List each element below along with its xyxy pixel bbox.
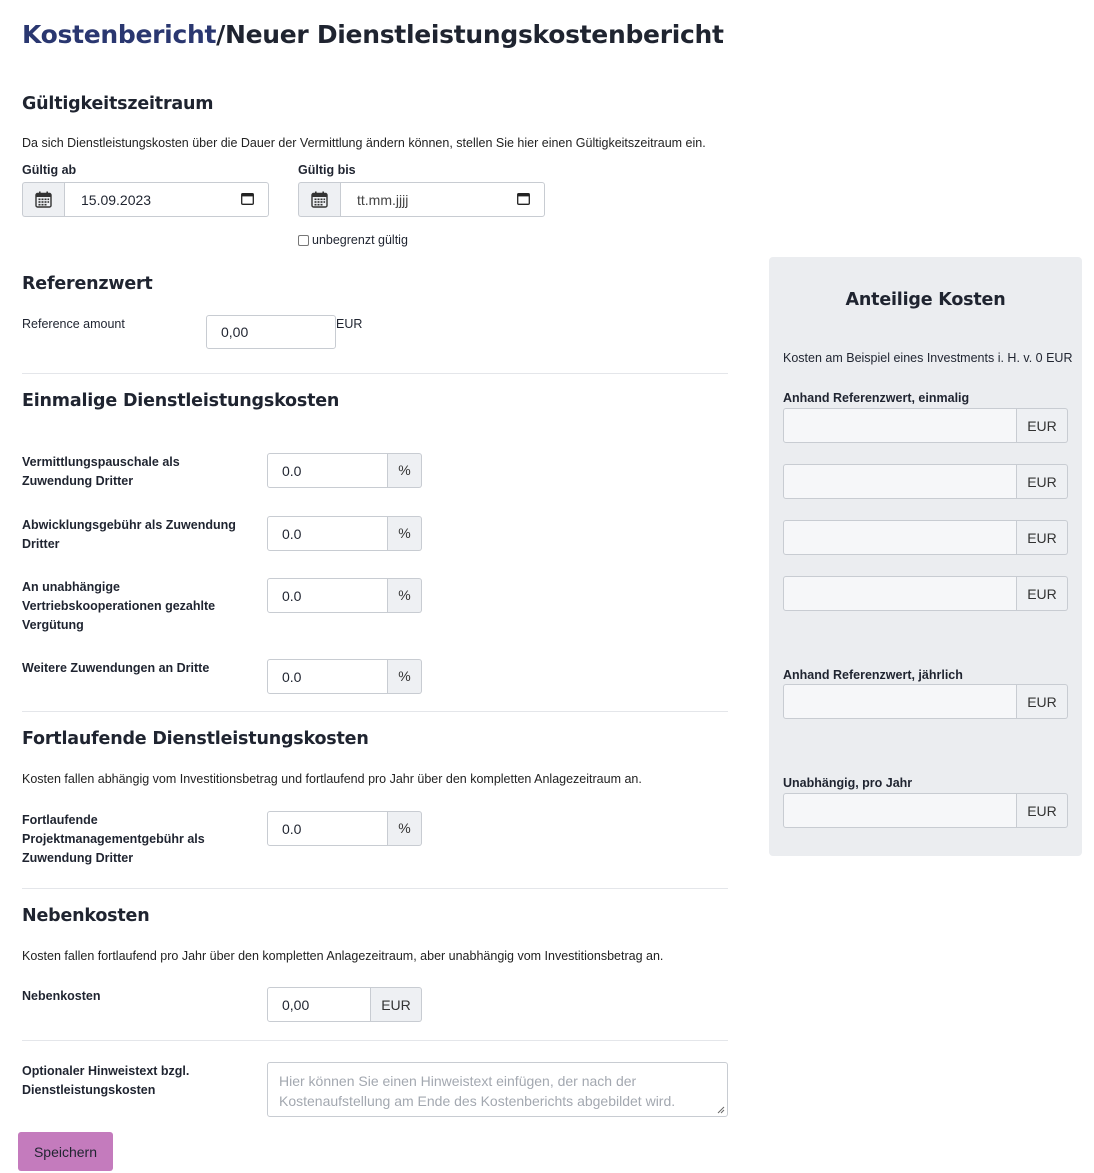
side-costs-input-group — [267, 987, 422, 1022]
reference-heading: Referenzwert — [22, 274, 153, 294]
valid-from-label: Gültig ab — [22, 163, 77, 177]
panel-one-time-label: Anhand Referenzwert, einmalig — [783, 391, 970, 405]
panel-title: Anteilige Kosten — [845, 290, 1006, 310]
side-costs-label: Nebenkosten — [22, 989, 101, 1003]
panel-annual-output — [783, 684, 1068, 719]
resize-handle-icon[interactable] — [717, 1106, 725, 1114]
processing-fee-input[interactable]: 0.0 — [267, 516, 388, 551]
eur-addon: EUR — [1017, 684, 1068, 719]
valid-to-input[interactable] — [340, 182, 545, 217]
breadcrumb-current: Neuer Dienstleistungskostenbericht — [224, 20, 724, 49]
breadcrumb-link-kostenbericht[interactable]: Kostenbericht — [22, 20, 217, 49]
panel-output-field — [783, 684, 1017, 719]
percent-addon: % — [388, 516, 422, 551]
panel-output-field — [783, 793, 1017, 828]
note-placeholder-line: Hier können Sie einen Hinweistext einfügen, der nach der — [279, 1073, 637, 1089]
ongoing-item-label: Fortlaufende Projektmanagementgebühr als Zuwendung Dritter — [22, 813, 205, 865]
eur-addon: EUR — [1017, 408, 1068, 443]
one-time-item-label: Vermittlungspauschale als Zuwendung Dritter — [22, 455, 180, 488]
panel-one-time-output-1 — [783, 408, 1068, 443]
side-costs-heading: Nebenkosten — [22, 906, 150, 926]
unlimited-checkbox-row[interactable] — [298, 233, 408, 247]
panel-one-time-output-3 — [783, 520, 1068, 555]
side-costs-description: Kosten fallen fortlaufend pro Jahr über den kompletten Anlagezeitraum, aber unabhängig vom Investitionsbetrag an. — [22, 949, 664, 963]
divider — [22, 888, 728, 889]
panel-example-text: Kosten am Beispiel eines Investments i. H. v. 0 EUR — [783, 351, 1073, 365]
panel-output-field — [783, 576, 1017, 611]
one-time-item-input-group — [267, 578, 422, 613]
date-picker-icon[interactable] — [517, 192, 530, 208]
ongoing-description: Kosten fallen abhängig vom Investitionsbetrag und fortlaufend pro Jahr über den kompletten Anlagezeitraum an. — [22, 772, 642, 786]
project-management-fee-input[interactable]: 0.0 — [267, 811, 388, 846]
valid-from-input[interactable] — [64, 182, 269, 217]
ongoing-input-group — [267, 811, 422, 846]
reference-amount-input[interactable]: 0,00 — [206, 315, 336, 349]
eur-addon: EUR — [1017, 520, 1068, 555]
valid-from-value: 15.09.2023 — [81, 191, 152, 208]
panel-output-field — [783, 520, 1017, 555]
breadcrumb-separator: / — [216, 20, 225, 49]
distribution-compensation-input[interactable]: 0.0 — [267, 578, 388, 613]
unlimited-label: unbegrenzt gültig — [312, 233, 408, 247]
reference-amount-label: Reference amount — [22, 317, 125, 331]
valid-from-group — [22, 182, 269, 217]
one-time-heading: Einmalige Dienstleistungskosten — [22, 391, 340, 411]
mediation-fee-input[interactable]: 0.0 — [267, 453, 388, 488]
one-time-item-label: An unabhängige Vertriebskooperationen gezahlte Vergütung — [22, 580, 216, 632]
validity-description: Da sich Dienstleistungskosten über die Dauer der Vermittlung ändern können, stellen Sie hier einen Gültigkeitszeitraum ein. — [22, 136, 706, 150]
percent-addon: % — [388, 453, 422, 488]
save-button[interactable]: Speichern — [18, 1132, 113, 1171]
eur-addon: EUR — [1017, 464, 1068, 499]
note-label: Optionaler Hinweistext bzgl. Dienstleistungskosten — [22, 1064, 190, 1097]
panel-one-time-output-2 — [783, 464, 1068, 499]
panel-output-field — [783, 464, 1017, 499]
percent-addon: % — [388, 578, 422, 613]
eur-addon: EUR — [1017, 576, 1068, 611]
validity-heading: Gültigkeitszeitraum — [22, 94, 214, 114]
side-costs-input[interactable]: 0,00 — [267, 987, 371, 1022]
valid-to-group — [298, 182, 545, 217]
one-time-item-input-group — [267, 659, 422, 694]
valid-to-placeholder: tt.mm.jjjj — [357, 191, 409, 208]
unlimited-checkbox[interactable] — [298, 235, 309, 246]
form-main — [22, 0, 728, 1173]
ongoing-heading: Fortlaufende Dienstleistungskosten — [22, 729, 369, 749]
calendar-icon — [298, 182, 340, 217]
note-placeholder-line: Kostenaufstellung am Ende des Kostenberichts abgebildet wird. — [279, 1093, 676, 1109]
divider — [22, 1040, 728, 1041]
percent-addon: % — [388, 659, 422, 694]
calendar-icon — [22, 182, 64, 217]
panel-independent-label: Unabhängig, pro Jahr — [783, 776, 913, 790]
eur-addon: EUR — [1017, 793, 1068, 828]
divider — [22, 711, 728, 712]
divider — [22, 373, 728, 374]
proportional-costs-panel — [769, 257, 1082, 856]
other-grants-input[interactable]: 0.0 — [267, 659, 388, 694]
one-time-item-input-group — [267, 516, 422, 551]
panel-one-time-output-4 — [783, 576, 1068, 611]
percent-addon: % — [388, 811, 422, 846]
valid-to-label: Gültig bis — [298, 163, 356, 177]
note-textarea[interactable] — [267, 1062, 728, 1117]
panel-independent-output — [783, 793, 1068, 828]
panel-annual-label: Anhand Referenzwert, jährlich — [783, 668, 963, 682]
panel-output-field — [783, 408, 1017, 443]
date-picker-icon[interactable] — [241, 192, 254, 208]
one-time-item-input-group — [267, 453, 422, 488]
reference-currency: EUR — [336, 317, 363, 331]
eur-addon: EUR — [371, 987, 422, 1022]
one-time-item-label: Abwicklungsgebühr als Zuwendung Dritter — [22, 518, 236, 551]
one-time-item-label: Weitere Zuwendungen an Dritte — [22, 661, 210, 675]
